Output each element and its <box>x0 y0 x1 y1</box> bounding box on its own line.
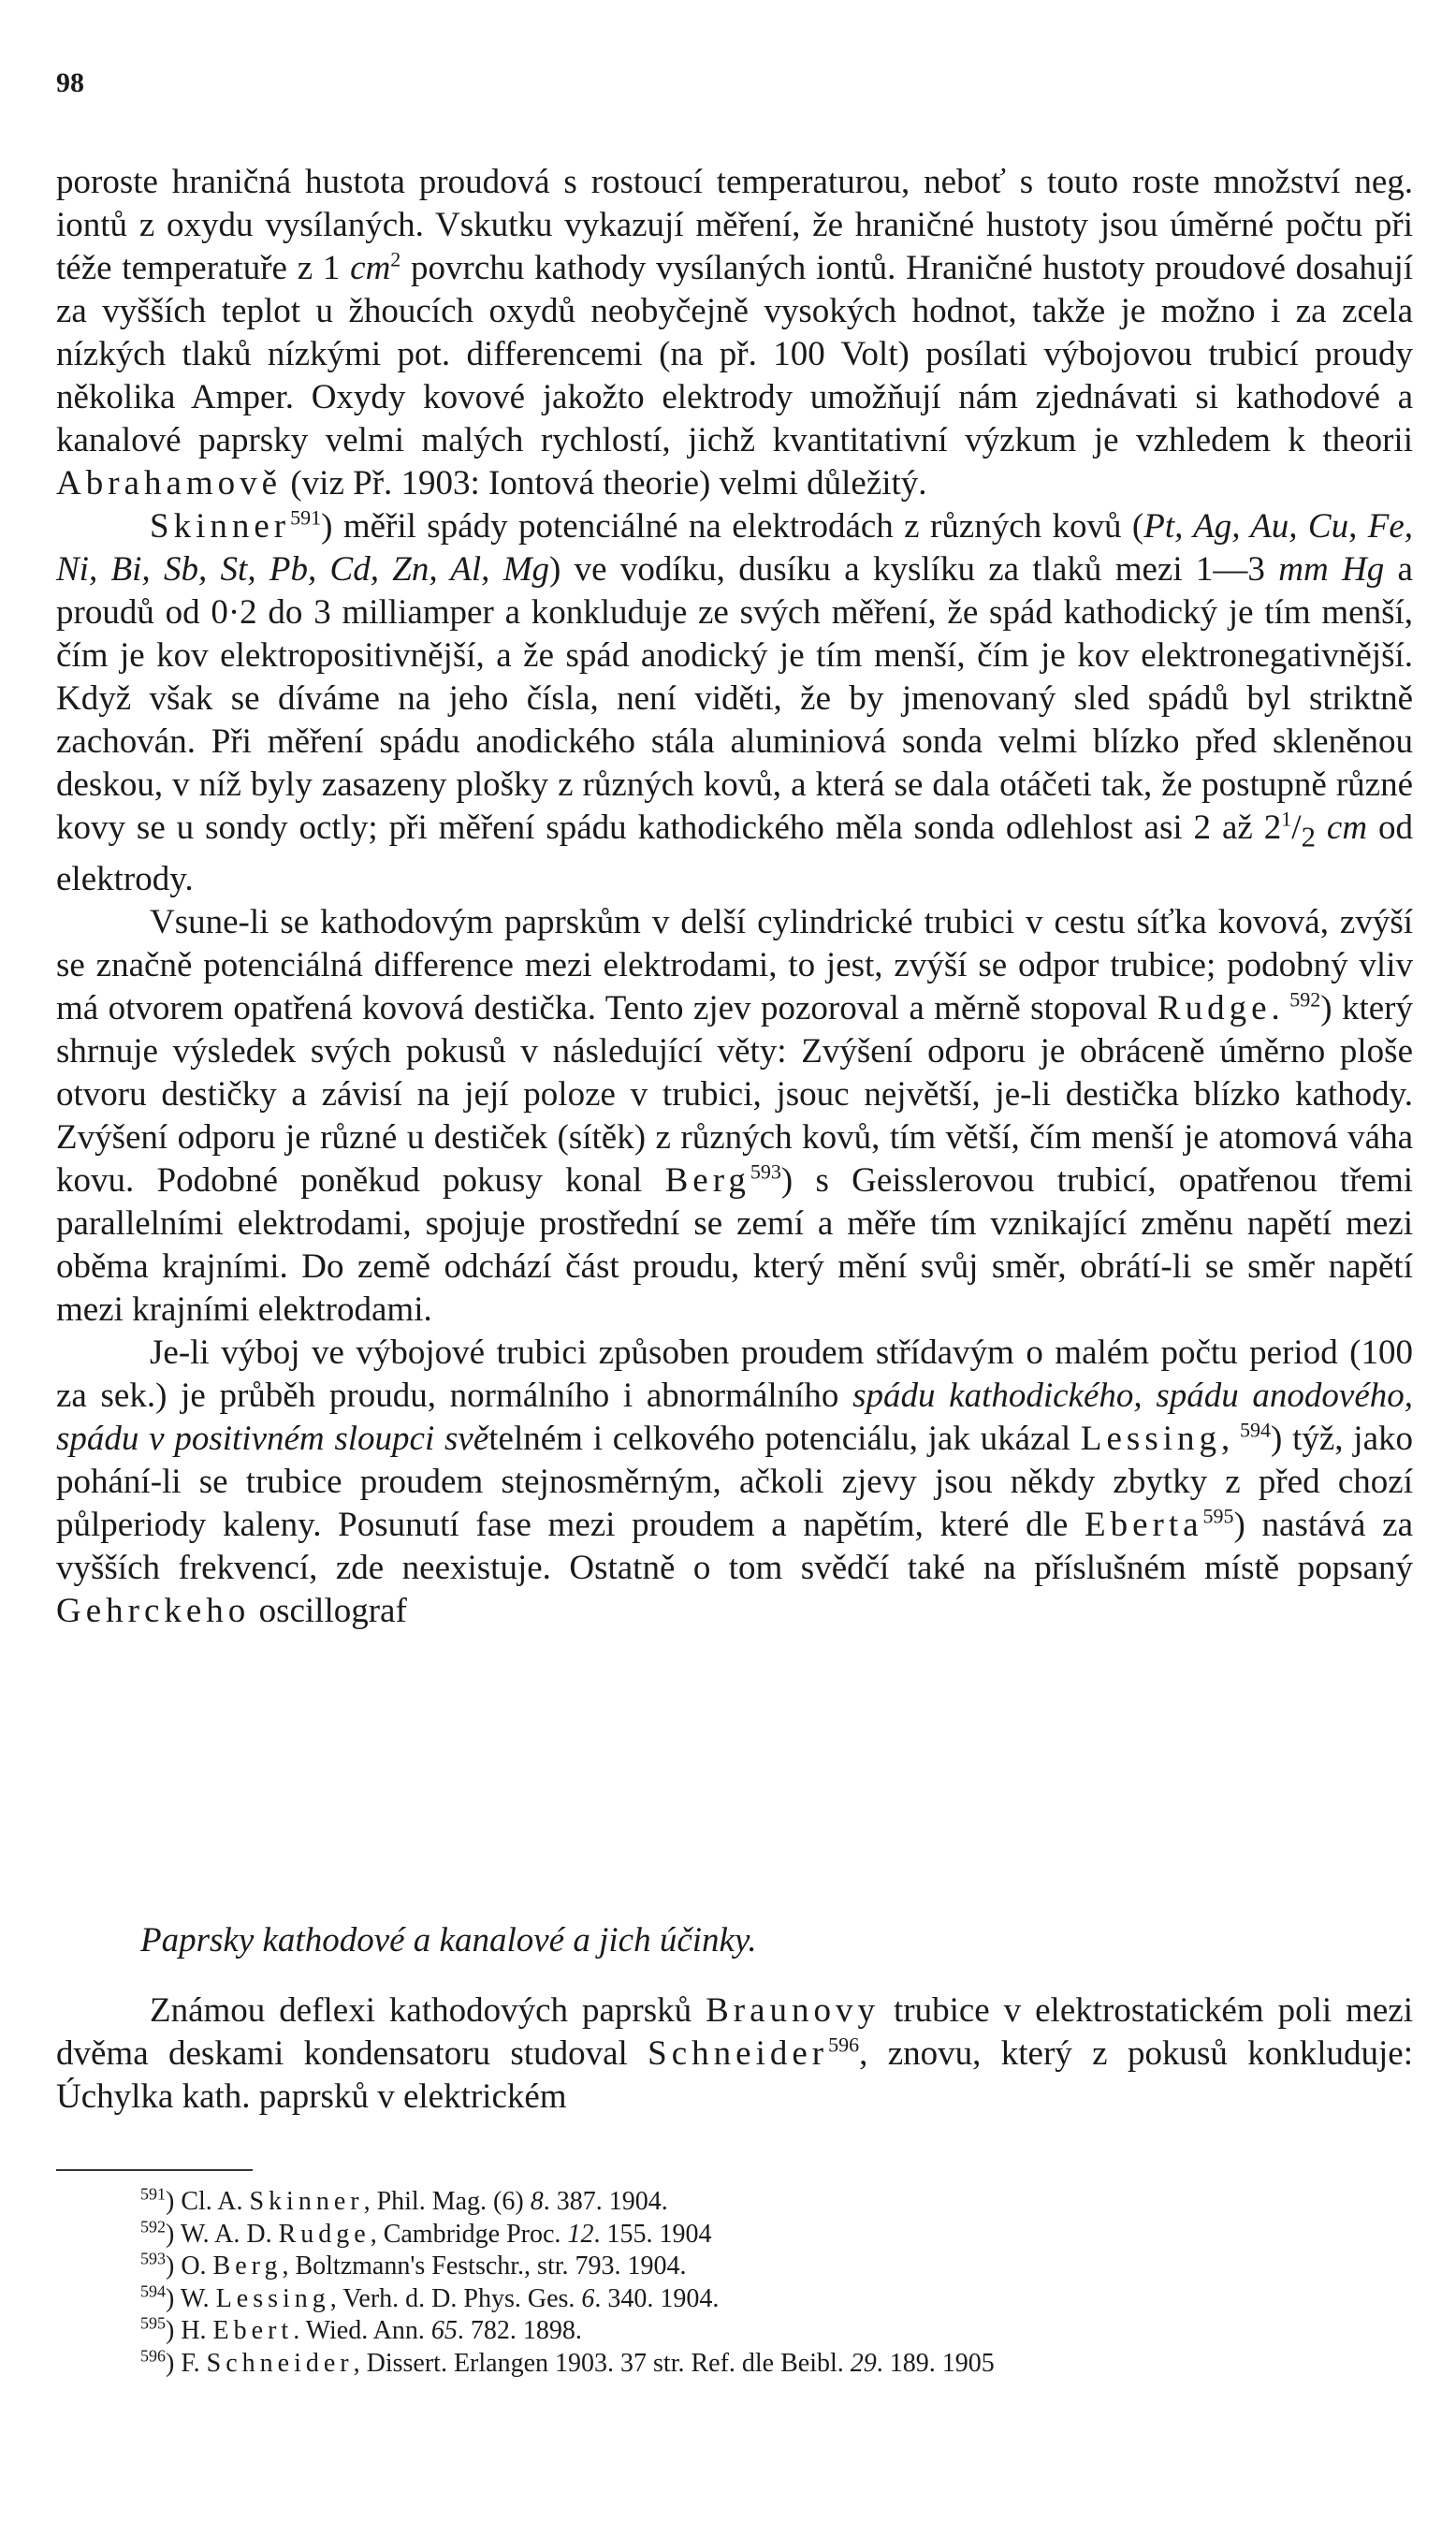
text-run: 8 <box>530 2187 544 2216</box>
footnote <box>140 2186 1404 2219</box>
footnote-number: 592 <box>140 2217 166 2237</box>
author-name: Berg <box>664 1161 750 1201</box>
author-name: Schneider <box>648 2034 829 2073</box>
footnote <box>140 2219 1404 2251</box>
text-run: poroste hraničná hustota proudová s rostoucí temperaturou, neboť s touto roste množství neg. iontů z oxydu vysílaných. Vskutku vykazují měření, že hraničné hustoty jsou úměrné počtu při téže temperatuře z 1 <box>56 163 1413 287</box>
text-run: , Cambridge Proc. <box>370 2219 568 2249</box>
text-run: ) ve vodíku, dusíku a kyslíku za tlaků mezi 1—3 <box>549 550 1279 589</box>
footnote-ref: 593 <box>750 1160 781 1185</box>
author-name: Skinner <box>150 507 291 546</box>
text-run: Je-li výboj ve výbojové trubici způsoben proudem střídavým o malém počtu period (100 za sek.) je průběh proudu, normálního i abnormálního <box>56 1333 1413 1416</box>
text-run: , Verh. d. D. Phys. Ges. <box>329 2283 582 2313</box>
text-run: ) F. <box>166 2348 207 2378</box>
text-run: Vsune-li se kathodovým paprskům v delší cylindrické trubici v cestu síťka kovová, zvýší se značně potenciálná difference mezi elektrodami, to jest, zvýší se odpor trubice; podobný vliv má otvorem opatřená kovová destička. Tento zjev pozoroval a měrně stopoval <box>56 903 1413 1028</box>
footnote <box>140 2283 1404 2316</box>
text-run: Známou deflexi kathodových paprsků <box>150 1991 706 2030</box>
paragraph <box>56 1332 1413 1633</box>
footnote-number: 593 <box>140 2249 166 2268</box>
text-run: ) s Geisslerovou trubicí, opatřenou třemi parallelními elektrodami, spojuje prostřední se zemí a měře tím vznikající změnu napětí mezi oběma krajními. Do země odchází část proudu, který mění svůj směr, obrátí-li se směr napětí mezi krajními elektrodami. <box>56 1161 1413 1330</box>
text-run: . 189. 1905 <box>876 2348 995 2378</box>
text-run: . 155. 1904 <box>593 2219 712 2249</box>
footnote-divider <box>56 2169 253 2171</box>
text-run: 65 <box>430 2316 458 2345</box>
text-run: , <box>1221 1420 1241 1459</box>
text-run: ) který shrnuje výsledek svých pokusů v následující věty: Zvýšení odporu je obráceně úměrno ploše otvoru destičky a závisí na její poloze v trubici, jsouc největší, je-li destička blízko kathody. Zvýšení odporu je různé u destiček (sítěk) z různých kovů, tím větší, čím menší je atomová váha kovu. Podobné poněkud pokusy konal <box>56 989 1413 1201</box>
text-run: . 340. 1904. <box>594 2283 720 2313</box>
text-run: ) H. <box>166 2316 213 2345</box>
text-run: ) týž, jako pohání-li se trubice proudem stejnosměrným, ačkoli zjevy jsou někdy zbytky z před chozí půlperiody kaleny. Posunutí fase mezi proudem a napětím, které dle <box>56 1420 1414 1545</box>
text-run: Pt, Ag, Au, Cu, Fe, Ni, Bi, Sb, St, Pb, Cd, Zn, Al, Mg <box>56 507 1413 589</box>
footnote-number: 596 <box>140 2346 166 2366</box>
text-run: 12 <box>567 2219 594 2249</box>
footnote <box>140 2348 1404 2381</box>
text-run: , Boltzmann's Festschr., str. 793. 1904. <box>282 2251 687 2281</box>
footnote-ref: 594 <box>1240 1419 1272 1443</box>
text-run: od elektrody. <box>56 809 1414 899</box>
paragraph <box>56 901 1413 1332</box>
footnote <box>140 2315 1404 2348</box>
text-run: ) W. <box>166 2283 216 2313</box>
footnote-ref: 596 <box>828 2033 860 2057</box>
footnote-ref: 595 <box>1202 1505 1234 1529</box>
footnote-number: 594 <box>140 2281 166 2301</box>
text-run: 2 <box>1301 821 1316 853</box>
text-run: / <box>1291 809 1302 847</box>
paragraph <box>56 505 1413 901</box>
author-name: Braunovy <box>706 1991 881 2030</box>
text-run: 29 <box>850 2348 877 2378</box>
footnote-ref: 591 <box>290 505 322 530</box>
author-name: Rudge <box>278 2219 371 2249</box>
footnotes <box>140 2186 1404 2380</box>
author-name: Gehrckeho <box>56 1592 251 1631</box>
author-name: Rudge <box>1157 989 1272 1028</box>
footnote-ref: 1 <box>1281 807 1292 831</box>
text-run: mm Hg <box>1278 550 1385 589</box>
footnote-number: 595 <box>140 2313 166 2333</box>
text-run: . 387. 1904. <box>543 2187 668 2216</box>
text-run: . Wied. Ann. <box>293 2316 431 2345</box>
author-name: Schneider <box>206 2348 354 2378</box>
text-run: 6 <box>581 2283 595 2313</box>
text-run: , znovu, který z pokusů konkluduje: Úchylka kath. paprsků v elektrickém <box>56 2034 1414 2116</box>
text-run: ) nastává za vyšších frekvencí, zde neexistuje. Ostatně o tom svědčí také na příslušném místě popsaný <box>56 1506 1413 1588</box>
text-run: cm <box>1326 809 1368 847</box>
footnote-ref: 2 <box>390 247 401 271</box>
text-run <box>1316 809 1327 847</box>
author-name: Skinner <box>249 2187 364 2216</box>
text-run: , Phil. Mag. (6) <box>363 2187 531 2216</box>
text-run: ) W. A. D. <box>166 2219 279 2249</box>
author-name: Abrahamově <box>56 464 283 503</box>
footnote-ref: 592 <box>1289 988 1321 1013</box>
author-name: Eberta <box>1085 1506 1203 1545</box>
text-run: oscillograf <box>250 1592 407 1631</box>
author-name: Ebert <box>212 2316 294 2345</box>
paragraph-after-heading <box>56 1989 1413 2119</box>
author-name: Lessing <box>215 2283 330 2313</box>
body-text <box>56 161 1413 1633</box>
text-run: , Dissert. Erlangen 1903. 37 str. Ref. dle Beibl. <box>353 2348 851 2378</box>
footnote <box>140 2251 1404 2283</box>
text-run: . <box>1271 989 1290 1028</box>
footnote-number: 591 <box>140 2184 166 2204</box>
section-heading: Paprsky kathodové a kanalové a jich účinky. <box>140 1921 757 1960</box>
paragraph <box>56 161 1413 505</box>
text-run: cm <box>350 249 391 287</box>
paragraph <box>56 1989 1413 2119</box>
text-run: ) měřil spády potenciálné na elektrodách z různých kovů ( <box>321 507 1144 546</box>
text-run: . 782. 1898. <box>457 2316 582 2345</box>
text-run: (viz Př. 1903: Iontová theorie) velmi důležitý. <box>282 464 927 503</box>
text-run: spádu kathodického, spádu anodového, spádu v positivném sloupci svě <box>56 1377 1413 1459</box>
text-run: telném i celkového potenciálu, jak ukázal <box>488 1420 1081 1459</box>
text-run: povrchu kathody vysílaných iontů. Hraničné hustoty proudové dosahují za vyšších teplot u žhoucích oxydů neobyčejně vysokých hodnot, takže je možno i za zcela nízkých tlaků nízkými pot. differencemi (na př. 100 Volt) posílati výbojovou trubicí proudy několika Amper. Oxydy kovové jakožto elektrody umožňují nám zjednávati si kathodové a kanalové paprsky velmi malých rychlostí, jichž kvantitativní výzkum je vzhledem k theorii <box>56 249 1414 459</box>
author-name: Lessing <box>1080 1420 1222 1459</box>
page-number: 98 <box>56 67 84 98</box>
text-run: a proudů od 0·2 do 3 milliamper a konkluduje ze svých měření, že spád kathodický je tím menší, čím je kov elektropositivnější, a že spád anodický je tím menší, čím je kov elektronegativnější. Když však se díváme na jeho čísla, není viděti, že by jmenovaný sled spádů byl striktně zachován. Při měření spádu anodického stála aluminiová sonda velmi blízko před skleněnou deskou, v níž byly zasazeny plošky z různých kovů, a která se dala otáčeti tak, že postupně různé kovy se u sondy octly; při měření spádu kathodického měla sonda odlehlost asi 2 až 2 <box>56 550 1413 847</box>
text-run: ) O. <box>166 2251 213 2281</box>
text-run: ) Cl. A. <box>166 2187 250 2216</box>
text-run: trubice v elektrostatickém poli mezi dvěma deskami kondensatoru studoval <box>56 1991 1414 2073</box>
author-name: Berg <box>212 2251 283 2281</box>
